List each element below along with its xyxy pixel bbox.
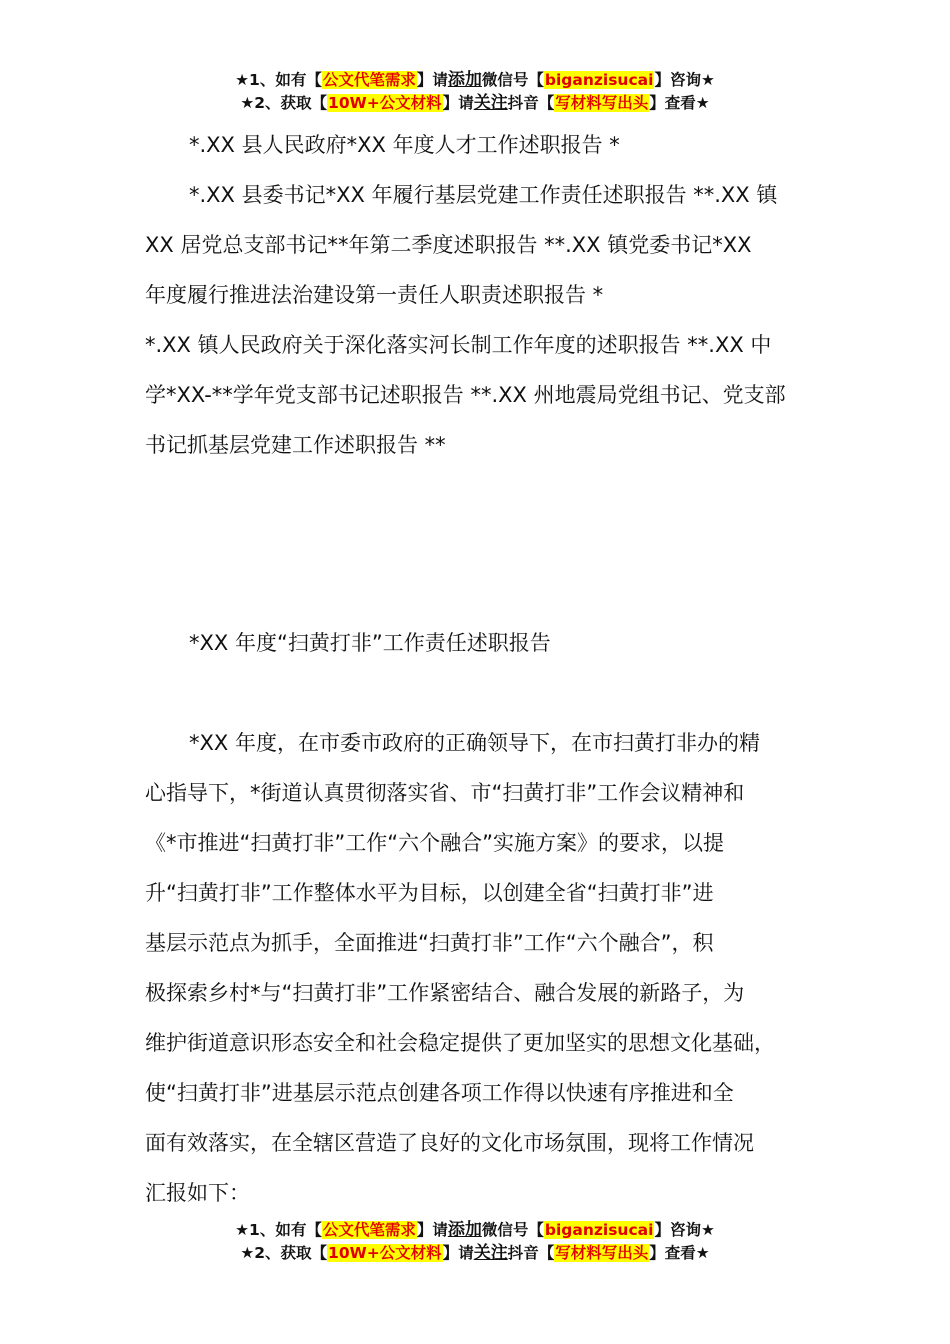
body-line: 面有效落实，在全辖区营造了良好的文化市场氛围，现将工作情况 xyxy=(145,1131,754,1155)
banner-line-1: ★1、如有【公文代笔需求】请添加微信号【biganzisucai】咨询★ xyxy=(235,70,715,90)
body-line: 使“扫黄打非”进基层示范点创建各项工作得以快速有序推进和全 xyxy=(145,1081,734,1105)
highlight-wechat-id: biganzisucai xyxy=(544,1221,654,1239)
bottom-banner xyxy=(0,1219,950,1265)
highlight-materials: 10W+公文材料 xyxy=(328,1244,442,1262)
highlight-douyin: 写材料写出头 xyxy=(555,94,649,112)
highlight-writing-service: 公文代笔需求 xyxy=(322,71,416,89)
highlight-wechat-id: biganzisucai xyxy=(544,71,654,89)
article-title: *XX 年度“扫黄打非”工作责任述职报告 xyxy=(189,631,551,655)
banner-line-1: ★1、如有【公文代笔需求】请添加微信号【biganzisucai】咨询★ xyxy=(235,1220,715,1240)
article-body xyxy=(145,718,815,1218)
highlight-douyin: 写材料写出头 xyxy=(555,1244,649,1262)
body-line: 基层示范点为抓手，全面推进“扫黄打非”工作“六个融合”，积 xyxy=(145,931,714,955)
toc-line: *.XX 镇人民政府关于深化落实河长制工作年度的述职报告 **.XX 中 xyxy=(145,333,772,357)
body-line: 升“扫黄打非”工作整体水平为目标，以创建全省“扫黄打非”进 xyxy=(145,881,714,905)
body-line: 《*市推进“扫黄打非”工作“六个融合”实施方案》的要求，以提 xyxy=(145,831,725,855)
top-banner xyxy=(0,69,950,115)
toc-line: *.XX 县人民政府*XX 年度人才工作述职报告 * xyxy=(189,133,620,157)
banner-line-2: ★2、获取【10W+公文材料】请关注抖音【写材料写出头】查看★ xyxy=(240,93,710,113)
toc-line: *.XX 县委书记*XX 年履行基层党建工作责任述职报告 **.XX 镇 xyxy=(189,183,778,207)
highlight-materials: 10W+公文材料 xyxy=(328,94,442,112)
body-line: 极探索乡村*与“扫黄打非”工作紧密结合、融合发展的新路子，为 xyxy=(145,981,745,1005)
banner-line-2: ★2、获取【10W+公文材料】请关注抖音【写材料写出头】查看★ xyxy=(240,1243,710,1263)
toc-line: 年度履行推进法治建设第一责任人职责述职报告 * xyxy=(145,283,604,307)
toc-line: 书记抓基层党建工作述职报告 ** xyxy=(145,433,446,457)
toc-line: XX 居党总支部书记**年第二季度述职报告 **.XX 镇党委书记*XX xyxy=(145,233,752,257)
toc-line: 学*XX-**学年党支部书记述职报告 **.XX 州地震局党组书记、党支部 xyxy=(145,383,786,407)
highlight-writing-service: 公文代笔需求 xyxy=(322,1221,416,1239)
body-line: *XX 年度，在市委市政府的正确领导下，在市扫黄打非办的精 xyxy=(189,731,760,755)
body-line: 维护街道意识形态安全和社会稳定提供了更加坚实的思想文化基础， xyxy=(145,1031,775,1055)
toc-list xyxy=(145,120,815,470)
body-line: 心指导下，*街道认真贯彻落实省、市“扫黄打非”工作会议精神和 xyxy=(145,781,745,805)
body-line: 汇报如下： xyxy=(145,1181,250,1205)
